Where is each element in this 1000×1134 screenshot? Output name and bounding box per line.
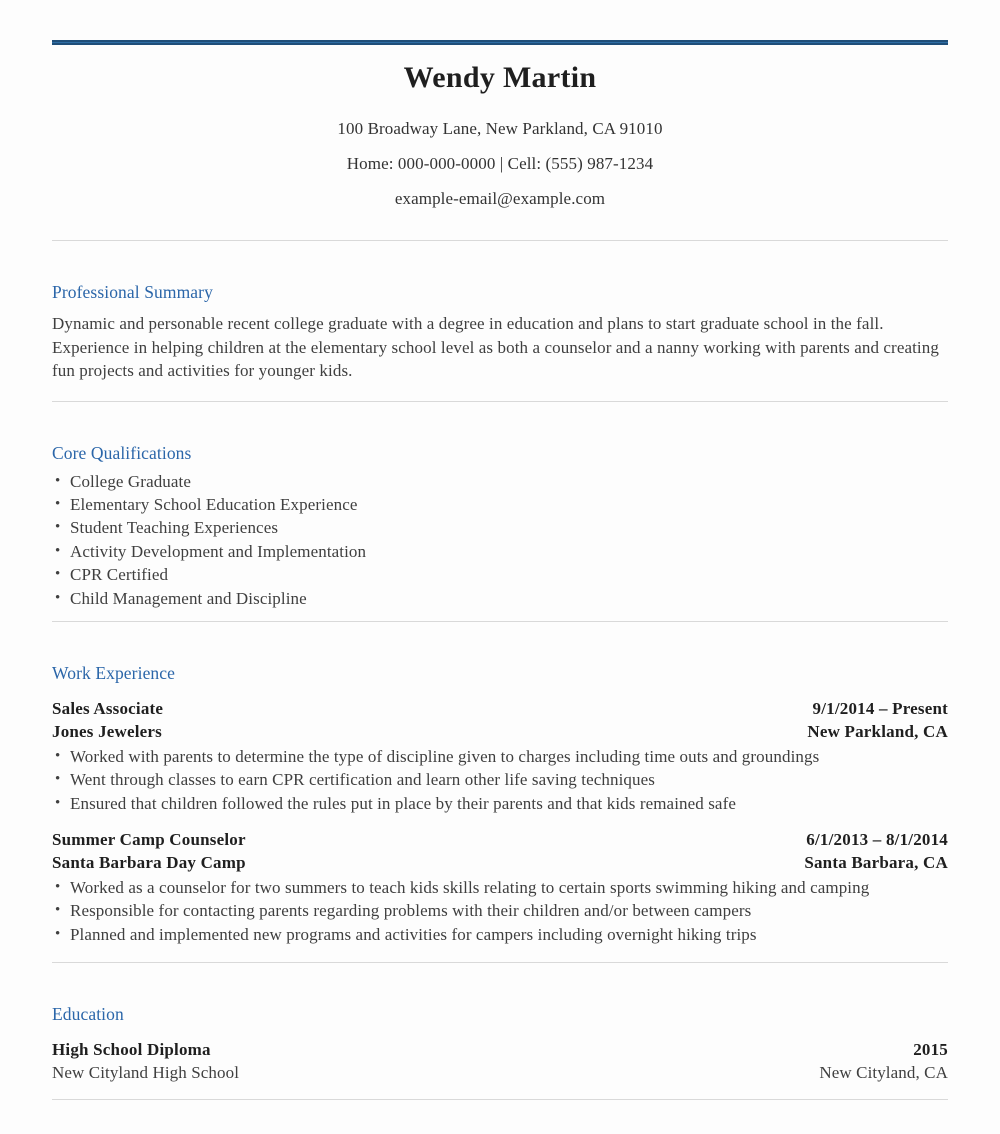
job-dates: 6/1/2013 – 8/1/2014 [806, 829, 948, 849]
job-dates: 9/1/2014 – Present [812, 698, 948, 718]
job-entry [52, 697, 948, 815]
job-bullet: • Responsible for contacting parents regarding problems with their children and/or between campers [52, 899, 948, 922]
education-degree: High School Diploma [52, 1040, 211, 1059]
page-title: Wendy Martin [403, 61, 597, 94]
divider [52, 1099, 948, 1100]
job-bullet: • Ensured that children followed the rules put in place by their parents and that kids remained safe [52, 792, 948, 815]
qualifications-list [52, 470, 948, 610]
divider [52, 401, 948, 402]
job-title: Sales Associate [52, 698, 164, 718]
qualification-item: • Student Teaching Experiences [52, 516, 948, 539]
section-heading-core-qualifications: Core Qualifications [52, 442, 192, 463]
section-heading-professional-summary: Professional Summary [52, 282, 213, 302]
job-bullet-list [52, 876, 948, 946]
qualification-item: • Elementary School Education Experience [52, 493, 948, 516]
top-accent-bar [52, 40, 948, 45]
qualification-item: • CPR Certified [52, 563, 948, 586]
divider [52, 621, 948, 622]
section-heading-education: Education [52, 1004, 124, 1024]
job-title: Summer Camp Counselor [52, 829, 246, 849]
job-bullet: • Planned and implemented new programs and activities for campers including overnight hiking trips [52, 923, 948, 946]
email-line: example-email@example.com [394, 189, 606, 208]
job-bullet: • Worked as a counselor for two summers to teach kids skills relating to certain sports swimming hiking and camping [52, 876, 948, 899]
section-education [52, 1003, 948, 1085]
education-year: 2015 [913, 1040, 948, 1059]
resume-header [52, 59, 948, 210]
phone-line: Home: 000-000-0000 | Cell: (555) 987-1234 [346, 154, 654, 173]
education-location: New Cityland, CA [819, 1063, 948, 1083]
summary-text: Dynamic and personable recent college graduate with a degree in education and plans to start graduate school in the fall. Experience in helping children at the elementary school level as both a counselor and a nanny working with parents and creating fun projects and activities for younger kids. [52, 314, 939, 380]
qualification-item: • Activity Development and Implementation [52, 540, 948, 563]
job-company: Jones Jewelers [52, 722, 162, 742]
job-company-row [52, 720, 948, 743]
job-bullet: • Worked with parents to determine the type of discipline given to charges including time outs and groundings [52, 745, 948, 768]
address-line: 100 Broadway Lane, New Parkland, CA 91010 [337, 119, 663, 138]
education-school: New Cityland High School [52, 1063, 240, 1083]
education-school-row [52, 1061, 948, 1084]
job-title-row [52, 828, 948, 851]
qualification-item: • Child Management and Discipline [52, 587, 948, 610]
job-bullet-list [52, 745, 948, 815]
divider [52, 962, 948, 963]
job-location: New Parkland, CA [807, 722, 948, 742]
qualification-item: • College Graduate [52, 470, 948, 493]
education-entry [52, 1038, 948, 1085]
job-bullet: • Went through classes to earn CPR certification and learn other life saving techniques [52, 768, 948, 791]
section-heading-work-experience: Work Experience [52, 662, 176, 683]
section-core-qualifications [52, 442, 948, 610]
job-title-row [52, 697, 948, 720]
job-entry [52, 828, 948, 946]
job-location: Santa Barbara, CA [804, 853, 948, 873]
section-professional-summary [52, 281, 948, 383]
job-company-row [52, 851, 948, 874]
divider [52, 240, 948, 241]
education-degree-row [52, 1038, 948, 1061]
section-work-experience [52, 662, 948, 946]
job-company: Santa Barbara Day Camp [52, 853, 246, 873]
